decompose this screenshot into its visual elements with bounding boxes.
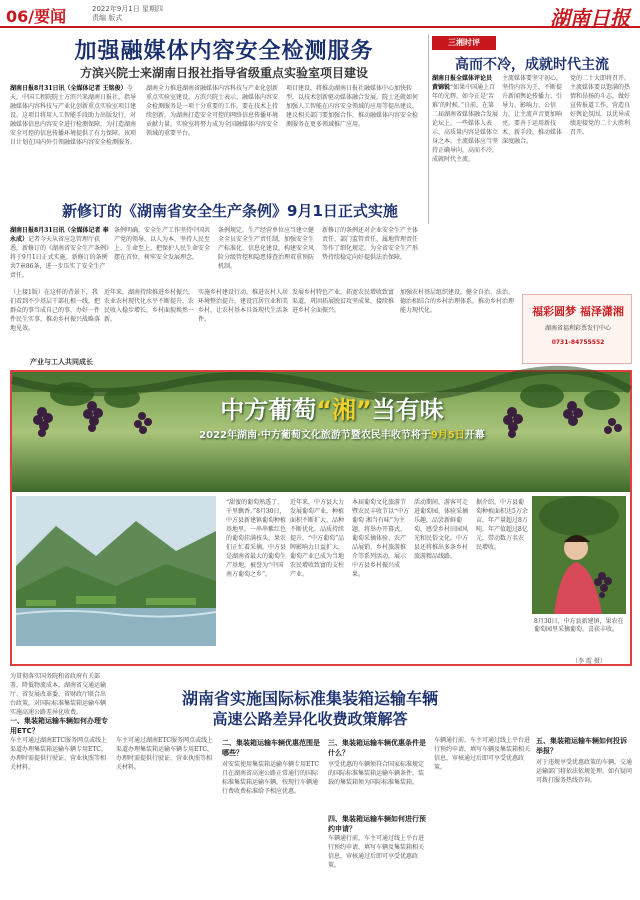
question-1-heading: 一、集装箱运输车辆如何办理专用ETC？ <box>10 717 108 735</box>
question-3-heading: 三、集装箱运输车辆优惠条件是什么？ <box>328 739 426 757</box>
commentary-col-3: 党的二十大即将召开。主流媒体要以饱满的热情和昂扬的斗志，做好宣传报道工作，营造良好舆论氛围，以优异成绩迎接党的二十大胜利召开。 <box>570 75 631 136</box>
article-3-subtitle: 产业与工人共同成长 <box>30 358 93 366</box>
article-4-subhead: 高速公路差异化收费政策解答 <box>212 710 408 728</box>
commentary-col-2: 主流媒体要坚守初心，坚持内容为王，不断提升新闻舆论传播力、引导力、影响力、公信力，让主流声音更加响亮。要善于运用新技术、新手段，推动媒体深度融合。 <box>502 75 563 145</box>
question-2-heading: 二、集装箱运输车辆优惠范围是哪些？ <box>222 739 320 757</box>
answer-3-text: 享受优惠的车辆须符合国家标准规定的国际标准集装箱运输车辆条件，装载的集装箱须为国际标准集装箱。 <box>328 761 425 786</box>
feature-col-1: “甜蜜的葡萄熟透了，千里飘香。”8月30日，中方县新建镇葡萄种植基地里，一串串紫红色的葡萄挂满枝头，果农们正忙着采摘。中方县是湖南省最大的葡萄生产基地，被誉为“中国南方葡萄之乡”。 <box>226 499 287 578</box>
article-3-col-3: 实施乡村建设行动，推进农村人居环境整治提升，建设宜居宜业和美乡村，让农村基本具备现代生活条件。 <box>198 289 289 323</box>
woman-with-grapes-photo <box>532 496 626 614</box>
article-2-col-4: 新修订的条例还对企业安全生产主体责任、部门监管责任、属地管理责任等作了细化规定，为全省安全生产形势持续稳定向好提供法治保障。 <box>322 227 419 261</box>
commentary-tag: 三湘时评 <box>432 36 496 50</box>
feature-col-5: 据介绍，中方县葡萄种植面积达5万余亩，年产量超过8万吨，年产值超过8亿元，带动数万名农民增收。 <box>476 499 528 551</box>
article-2-headline: 新修订的《湖南省安全生产条例》9月1日正式实施 <box>62 202 398 220</box>
question-4-heading: 四、集装箱运输车辆如何进行预约申请？ <box>328 815 426 833</box>
article-2-col-2: 条例明确，安全生产工作坚持中国共产党的领导，以人为本，坚持人民至上、生命至上，把保护人民生命安全摆在首位，树牢安全发展理念。 <box>114 227 211 261</box>
feature-col-2: 近年来，中方县大力发展葡萄产业，种植面积不断扩大，品种不断优化，品质持续提升，“中方葡萄”品牌影响力日益扩大，葡萄产业已成为当地农民增收致富的支柱产业。 <box>290 499 345 578</box>
article-3-col-1: （上接1版）在这样的背景下，我们看到不少基层干部扎根一线，把群众的事当成自己的事，办好一件件民生实事，推动乡村振兴战略落地见效。 <box>10 289 101 332</box>
article-1-col-3: 项目建设，将推动湖南日报社融媒体中心加快转型，以技术创新驱动媒体融合发展。院士还就如何加强人工智能在内容安全领域的应用等提出建议。建议相关部门要加强合作，推动融媒体内容安全检测服务在更多领域推广应用。 <box>286 85 419 128</box>
ad-subtitle: 湖南省福利彩票发行中心 <box>544 325 611 332</box>
commentary-col-1: 湖南日报全媒体评论员 黄锦锐“如果中国通上百年的光辉，如今正是‘苦难’的时候。”日前，在第二届湖南省媒体融合发展论坛上，一些媒体人表示，高质量内容是媒体立身之本。主流媒体应当坚持正确导向，高而不冷，成就时代主流。 <box>432 75 499 163</box>
answer-1-text: 车主可通过湖南ETC服务网点或线上渠道办理集装箱运输车辆专用ETC，办理时需提供行驶证、营业执照等相关材料。 <box>10 737 107 771</box>
answer-1-continued: 车主可通过湖南ETC服务网点或线上渠道办理集装箱运输车辆专用ETC，办理时需提供行驶证、营业执照等相关材料。 <box>116 737 213 771</box>
article-1-subhead: 方滨兴院士来湖南日报社指导省级重点实验室项目建设 <box>79 66 368 80</box>
mountain-landscape-photo <box>16 496 216 646</box>
feature-photo-caption: 8月30日，中方县新建镇，果农在葡萄园里采摘葡萄，喜获丰收。 <box>534 618 624 633</box>
masthead-logo: 湖南日报 <box>550 6 630 30</box>
column-divider <box>428 34 429 224</box>
article-1-col-1: 湖南日报8月31日讯（全媒体记者 王铭俊）今天，中国工程院院士方滨兴来湖南日报社，指导融媒体内容科技与产业化创新重点实验室项目建设。这项目将用人工智能手段助力出版发行，对融媒体信息内容安全进行检测保障，为打造湖南安全可控的信息传播环境提供了有力保障。该项目计划在国内外引领融媒体内容安全检测服务。 <box>10 85 137 146</box>
answer-4-text: 车辆通行前，车主可通过线上平台进行预约申请，填写车辆及集装箱相关信息，审核通过后即可享受优惠政策。 <box>328 835 425 869</box>
feature-title: 中方葡萄“湘”当有味 <box>220 396 444 424</box>
article-3-col-4: 发展乡村特色产业，拓宽农民增收致富渠道，巩固拓展脱贫攻坚成果，接续推进乡村全面振兴。 <box>292 289 395 314</box>
photo-credit: （李 霞 摄） <box>572 658 606 665</box>
answer-2-text: 对安装使用集装箱运输车辆专用ETC且在湖南省高速公路正常通行的国际标准集装箱运输车辆，按现行车辆通行费收费标准给予相应优惠。 <box>222 761 319 795</box>
page-header <box>0 0 640 28</box>
answer-4-continued: 车辆通行前，车主可通过线上平台进行预约申请，填写车辆及集装箱相关信息，审核通过后即可享受优惠政策。 <box>434 737 531 771</box>
answer-5-text: 对于违规享受优惠政策的车辆，交通运输部门将依法依规处理。如有疑问可拨打服务热线咨询。 <box>536 759 633 784</box>
article-3-col-5: 加强农村基层组织建设，健全自治、法治、德治相结合的乡村治理体系，推动乡村治理能力现代化。 <box>400 289 515 314</box>
commentary-title: 高而不冷，成就时代主流 <box>455 57 609 73</box>
grape-feature-box <box>10 370 632 666</box>
date-line: 2022年9月1日 星期四 责编 版式 <box>92 5 163 22</box>
article-1-col-2: 湖南全力推进湖南省融媒体内容科技与产业化创新重点实验室建设，方滨兴院士表示，融媒体内容安全检测服务是一项十分重要的工作，要在技术上持续创新，为湖南打造安全可控的网络信息传播环境贡献力量。实验室将努力成为全国融媒体内容安全领域的重要平台。 <box>146 85 279 137</box>
article-1-headline: 加强融媒体内容安全检测服务 <box>74 39 374 64</box>
article-3-col-2: 近年来，湖南持续推进乡村振兴，农业农村现代化水平不断提升，农民收入稳步增长，乡村面貌焕然一新。 <box>104 289 195 323</box>
article-2-col-3: 条例规定，生产经营单位应当建立健全全员安全生产责任制，加强安全生产标准化、信息化建设，构建安全风险分级管控和隐患排查治理双重预防机制。 <box>218 227 315 270</box>
feature-col-3: 本届葡萄文化旅游节暨农民丰收节以“中方葡萄 湘当有味”为主题，将举办开幕式、葡萄采摘体验、农产品展销、乡村旅游推介等系列活动，展示中方县乡村振兴成果。 <box>352 499 410 578</box>
article-2-col-1: 湖南日报8月31日讯（全媒体记者 奉永成）记者今天从省应急管理厅获悉，新修订的《湖南省安全生产条例》将于9月1日正式实施。新修订的条例共7章86条，进一步压实了安全生产责任。 <box>10 227 110 279</box>
lottery-ad <box>522 294 632 364</box>
feature-subtitle: 2022年湖南·中方葡萄文化旅游节暨农民丰收节将于9月5日开幕 <box>199 430 485 441</box>
section-number: 06/要闻 <box>6 7 67 26</box>
ad-title: 福彩圆梦 福泽潇湘 <box>532 305 624 318</box>
article-4-headline: 湖南省实施国际标准集装箱运输车辆 <box>181 689 438 708</box>
question-5-heading: 五、集装箱运输车辆如何投诉举报？ <box>536 737 627 755</box>
feature-col-4: 活动期间，游客可走进葡萄园，体验采摘乐趣，品尝新鲜葡萄，感受乡村田园风光和民俗文化。中方县还将推出多条乡村旅游精品线路。 <box>414 499 469 560</box>
article-4-intro: 为贯彻落实国务院和省政府有关部署，降低物流成本，湖南省交通运输厅、省发展改革委、省财政厅联合出台政策，对国际标准集装箱运输车辆实施高速公路差异化收费。 <box>10 673 107 716</box>
ad-phone: 0731-84755552 <box>551 339 605 346</box>
